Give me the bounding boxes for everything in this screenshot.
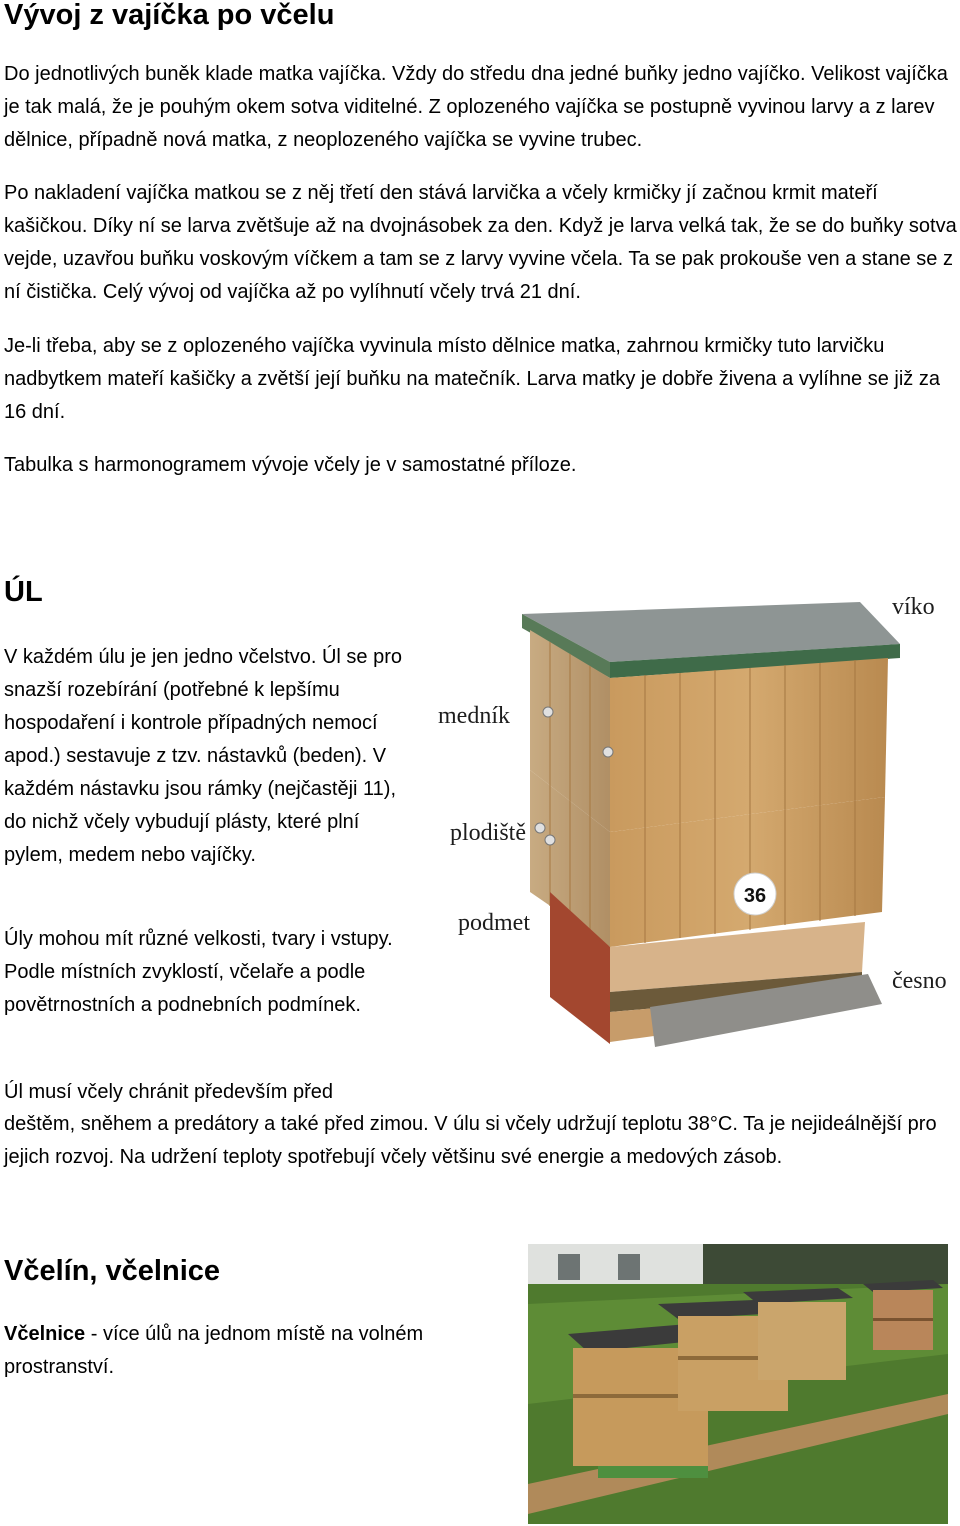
apiary-illustration — [528, 1244, 948, 1524]
definition-vcelnice: - více úlů na jednom místě na volném prostranství. — [4, 1323, 424, 1378]
section-heading-development: Vývoj z vajíčka po včelu — [4, 0, 335, 31]
paragraph-eggs: Do jednotlivých buněk klade matka vajíčka. Vždy do středu dna jedné buňky jedno vajíčko. Velikost vajíčka je tak malá, že je pouhým okem sotva viditelné. Z oplozeného vajíčka se postupně vyvinou larvy a z larev dělnice, případně nová matka, z neoplozeného vajíčka se vyvine trubec. — [4, 63, 948, 151]
hive-figure — [430, 592, 960, 1052]
label-honey-box: medník — [438, 703, 510, 729]
label-brood-box: plodiště — [450, 820, 526, 846]
paragraph-hive-protection: deštěm, sněhem a predátory a také před zimou. V úlu si včely udržují teplotu 38°C. Ta je nejideálnější pro jejich rozvoj. Na udržení teploty spotřebují včely většinu své energie a medových zásob. — [4, 1113, 937, 1168]
paragraph-apiary-definition — [4, 1318, 454, 1384]
hive-number: 36 — [743, 885, 767, 907]
apiary-photo — [528, 1244, 948, 1524]
term-vcelnice: Včelnice — [4, 1323, 86, 1345]
paragraph-hive-types: Úly mohou mít různé velkosti, tvary i vstupy. Podle místních zvyklostí, včelaře a podle povětrnostních a podnebních podmínek. — [4, 928, 393, 1016]
paragraph-queen: Je-li třeba, aby se z oplozeného vajíčka vyvinula místo dělnice matka, zahrnou krmičky tuto larvičku nadbytkem mateří kašičky a zvětší její buňku na matečník. Larva matky je dobře živena a vylíhne se již za 16 dní. — [4, 335, 940, 423]
label-lid: víko — [892, 594, 935, 620]
section-heading-hive: ÚL — [4, 576, 43, 608]
label-bottom: podmet — [458, 910, 530, 936]
paragraph-hive-protection-start: Úl musí včely chránit především před — [4, 1081, 334, 1103]
paragraph-table-note: Tabulka s harmonogramem vývoje včely je v samostatné příloze. — [4, 454, 577, 476]
paragraph-larvae: Po nakladení vajíčka matkou se z něj třetí den stává larvička a včely krmičky jí začnou krmit mateří kašičkou. Díky ní se larva zvětšuje až na dvojnásobek za den. Když je larva velká tak, že se do buňky sotva vejde, uzavřou buňku voskovým víčkem a tam se z larvy vyvine včela. Ta se pak prokouše ven a stane se z ní čistička. Celý vývoj od vajíčka až po vylíhnutí včely trvá 21 dní. — [4, 182, 957, 303]
paragraph-hive-structure: V každém úlu je jen jedno včelstvo. Úl se pro snazší rozebírání (potřebné k lepšímu hospodaření i kontrole případných nemocí apod.) sestavuje z tzv. nástavků (beden). V každém nástavku jsou rámky (nejčastěji 11), do nichž včely vybudují plásty, které plní pylem, medem nebo vajíčky. — [4, 646, 402, 866]
section-heading-apiary: Včelín, včelnice — [4, 1255, 221, 1287]
label-entrance: česno — [892, 968, 947, 994]
